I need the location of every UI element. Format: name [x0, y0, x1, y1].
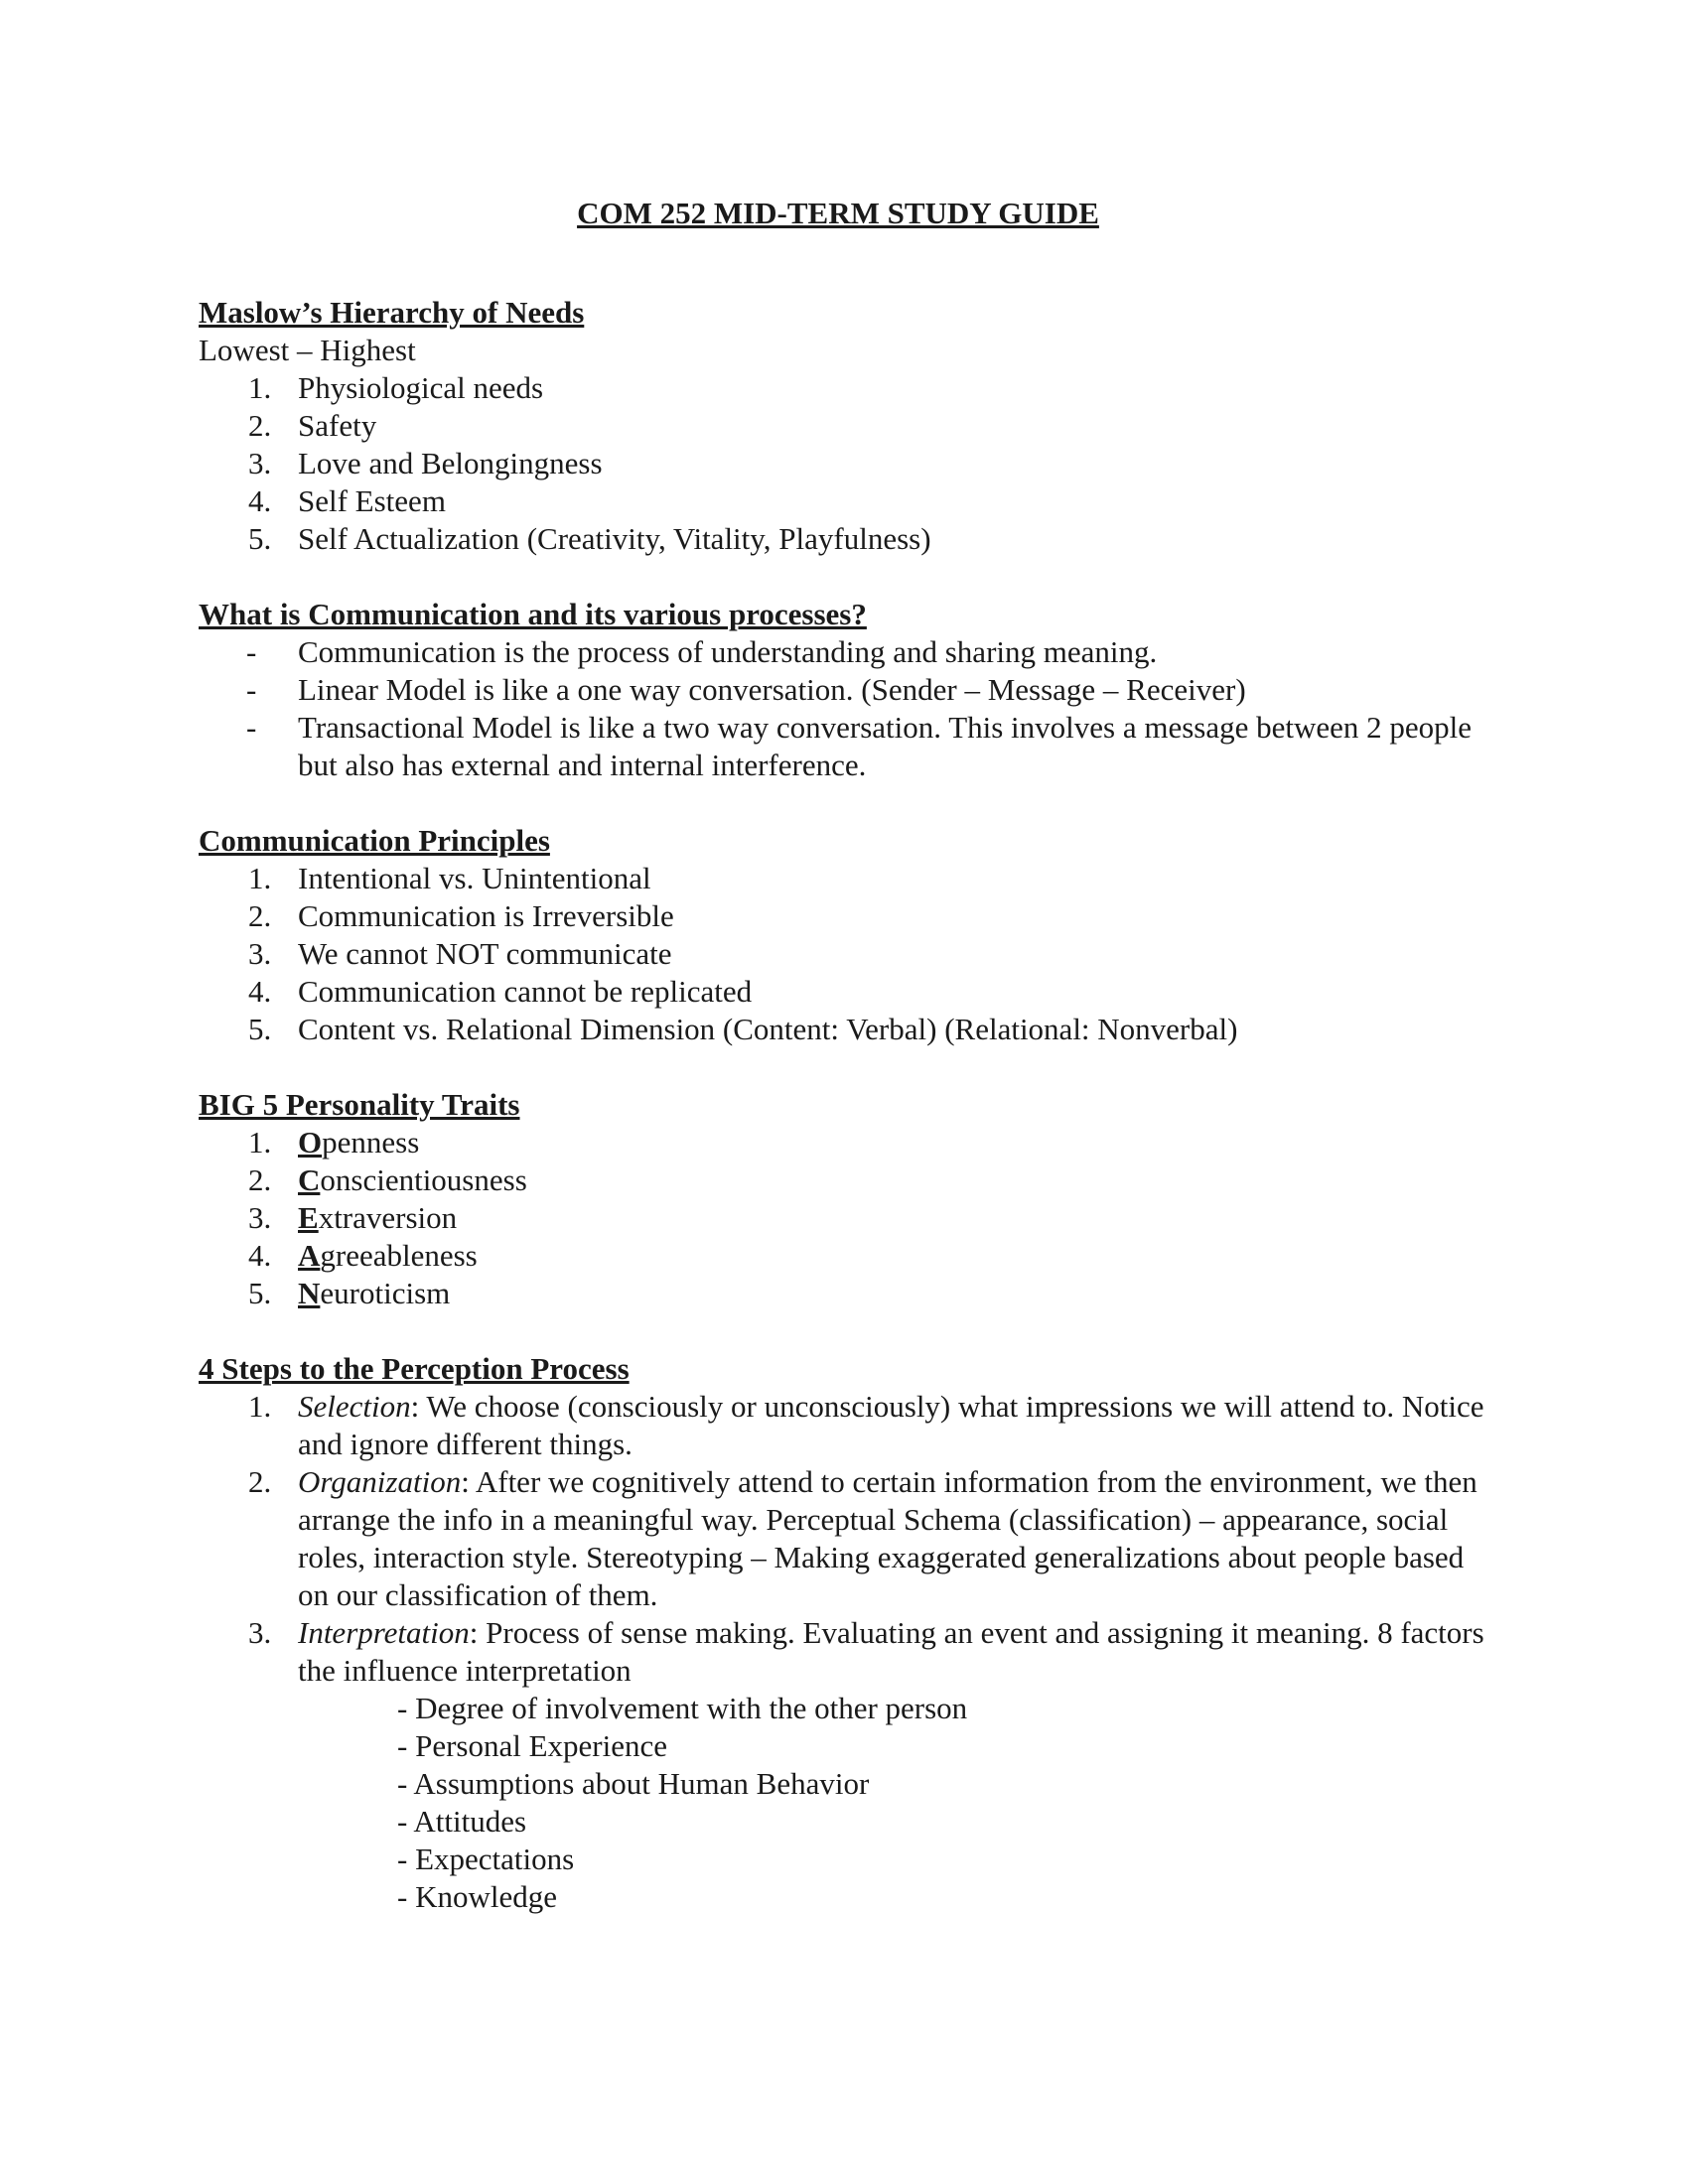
trait-rest: xtraversion [318, 1200, 458, 1235]
list-item [199, 671, 1489, 709]
trait-rest: penness [322, 1125, 420, 1160]
list-number: 1. [248, 1125, 272, 1160]
list-number: 1. [248, 1389, 272, 1424]
list-item [199, 482, 1489, 520]
section-heading-communication: What is Communication and its various processes? [199, 597, 867, 631]
trait-rest: euroticism [320, 1276, 451, 1310]
factor-item: - Attitudes [397, 1804, 527, 1839]
page-title: COM 252 MID-TERM STUDY GUIDE [577, 196, 1099, 230]
list-item [199, 709, 1489, 784]
section-communication [199, 596, 1489, 784]
trait-initial: N [298, 1276, 321, 1310]
list-number: 4. [248, 483, 272, 518]
list-number: 3. [248, 1615, 272, 1650]
perception-list [199, 1388, 1489, 1690]
list-item-text: Content vs. Relational Dimension (Content: Verbal) (Relational: Nonverbal) [298, 1012, 1238, 1046]
trait-initial: E [298, 1200, 319, 1235]
trait-initial: O [298, 1125, 323, 1160]
step-term: Organization [298, 1464, 462, 1499]
section-heading-perception: 4 Steps to the Perception Process [199, 1351, 630, 1386]
list-item-text: Transactional Model is like a two way conversation. This involves a message between 2 people but also has external and internal interference. [298, 710, 1473, 782]
section-heading-maslow: Maslow’s Hierarchy of Needs [199, 295, 585, 330]
list-item-text: Communication is the process of understanding and sharing meaning. [298, 634, 1158, 669]
list-item-text: Self Esteem [298, 483, 446, 518]
list-item [199, 1011, 1489, 1048]
factor-item: - Personal Experience [397, 1728, 667, 1763]
list-item [199, 1161, 1489, 1199]
list-number: 3. [248, 936, 272, 971]
list-item-text: Communication cannot be replicated [298, 974, 753, 1009]
list-number: 4. [248, 1238, 272, 1273]
list-item [199, 1275, 1489, 1312]
big5-list [199, 1124, 1489, 1312]
step-description: : After we cognitively attend to certain information from the environment, we then arrange the info in a meaningful way. Perceptual Schema (classification) – appearance, social roles, interaction style. Stereotyping – Making exaggerated generalizations about people based on our classification of them. [298, 1464, 1477, 1612]
list-number: 2. [248, 408, 272, 443]
list-number: 2. [248, 1162, 272, 1197]
interpretation-factors [199, 1690, 1489, 1916]
trait-rest: onscientiousness [320, 1162, 527, 1197]
list-item-text: Self Actualization (Creativity, Vitality, Playfulness) [298, 521, 931, 556]
list-number: 3. [248, 446, 272, 480]
list-item-text: Safety [298, 408, 377, 443]
list-item-text: Linear Model is like a one way conversation. (Sender – Message – Receiver) [298, 672, 1246, 707]
step-term: Interpretation [298, 1615, 470, 1650]
dash-bullet: - [246, 672, 257, 707]
list-item [199, 1463, 1489, 1614]
section-heading-big5: BIG 5 Personality Traits [199, 1087, 520, 1122]
list-item-text: Intentional vs. Unintentional [298, 861, 651, 895]
list-item [199, 1237, 1489, 1275]
list-item [199, 369, 1489, 407]
list-item [199, 407, 1489, 445]
list-number: 4. [248, 974, 272, 1009]
principles-list [199, 860, 1489, 1048]
list-item-text: Physiological needs [298, 370, 544, 405]
maslow-list [199, 369, 1489, 558]
maslow-subtitle: Lowest – Highest [199, 333, 416, 367]
list-number: 5. [248, 1012, 272, 1046]
communication-list [199, 633, 1489, 784]
list-item [199, 860, 1489, 897]
list-item [199, 935, 1489, 973]
study-guide-page [199, 195, 1489, 1954]
list-item-text: Communication is Irreversible [298, 898, 674, 933]
step-description: : We choose (consciously or unconsciously) what impressions we will attend to. Notice and ignore different things. [298, 1389, 1484, 1461]
section-heading-principles: Communication Principles [199, 823, 550, 858]
list-item [199, 897, 1489, 935]
list-item [199, 1199, 1489, 1237]
step-description: : Process of sense making. Evaluating an event and assigning it meaning. 8 factors the influence interpretation [298, 1615, 1484, 1688]
list-number: 5. [248, 1276, 272, 1310]
list-item [199, 1388, 1489, 1463]
list-item [199, 973, 1489, 1011]
trait-initial: C [298, 1162, 321, 1197]
dash-bullet: - [246, 710, 257, 745]
section-maslow [199, 294, 1489, 558]
list-item [199, 1614, 1489, 1690]
factor-item: - Expectations [397, 1842, 575, 1876]
list-item [199, 445, 1489, 482]
list-number: 1. [248, 370, 272, 405]
trait-initial: A [298, 1238, 321, 1273]
list-number: 1. [248, 861, 272, 895]
list-number: 2. [248, 1464, 272, 1499]
list-item [199, 520, 1489, 558]
factor-item: - Knowledge [397, 1879, 557, 1914]
section-principles [199, 822, 1489, 1048]
list-number: 3. [248, 1200, 272, 1235]
section-perception [199, 1350, 1489, 1916]
dash-bullet: - [246, 634, 257, 669]
list-item-text: Love and Belongingness [298, 446, 603, 480]
factor-item: - Degree of involvement with the other person [397, 1691, 968, 1725]
list-number: 2. [248, 898, 272, 933]
trait-rest: greeableness [320, 1238, 478, 1273]
step-term: Selection [298, 1389, 411, 1424]
list-item [199, 633, 1489, 671]
list-number: 5. [248, 521, 272, 556]
section-big5 [199, 1086, 1489, 1312]
list-item-text: We cannot NOT communicate [298, 936, 672, 971]
factor-item: - Assumptions about Human Behavior [397, 1766, 870, 1801]
list-item [199, 1124, 1489, 1161]
